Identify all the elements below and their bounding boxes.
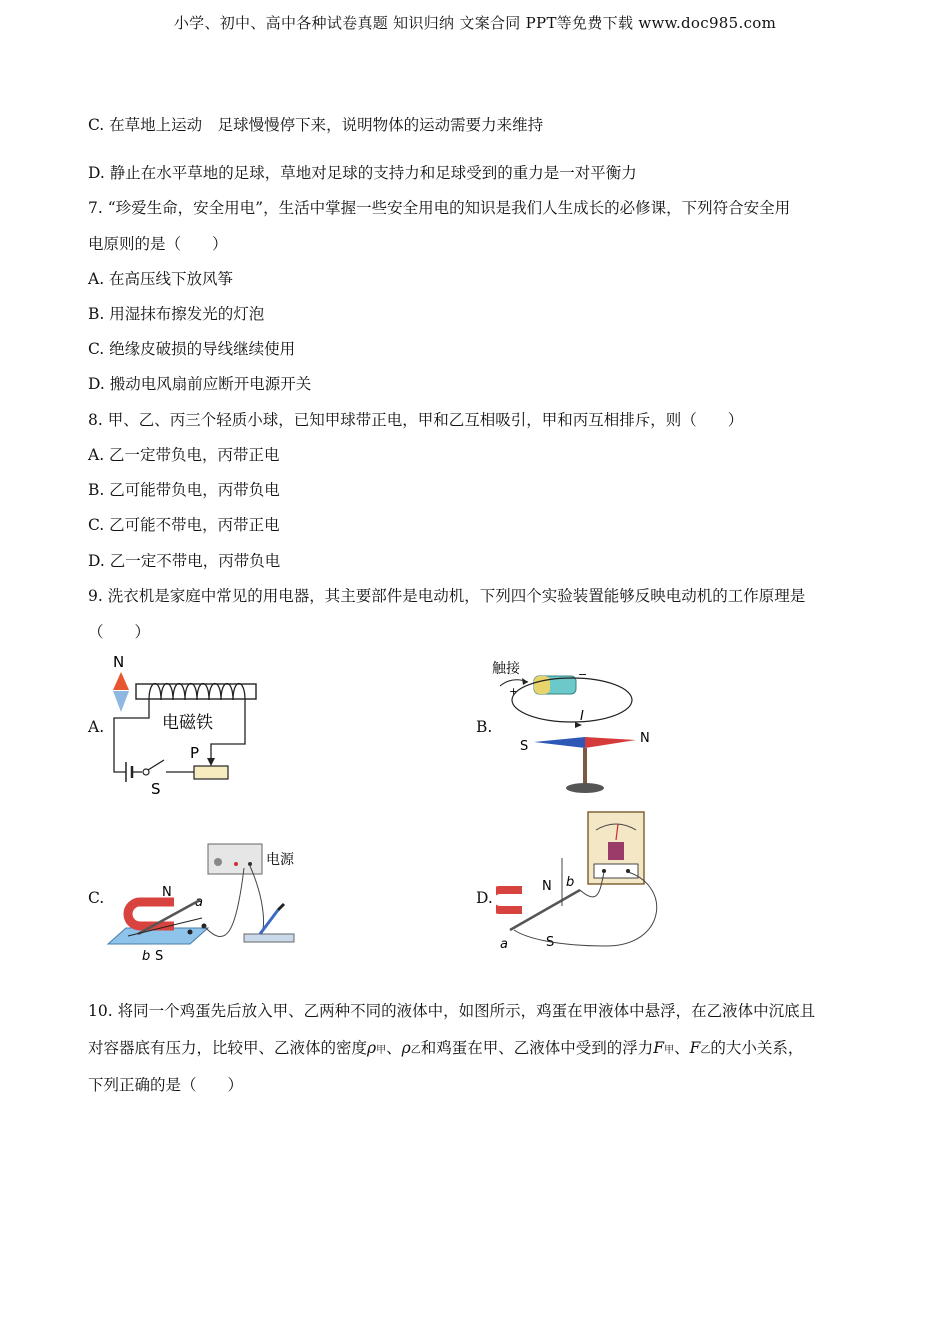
q9-option-a-label: A.: [88, 718, 105, 736]
figure-d-induction: [496, 806, 666, 958]
fig-d-n-label: N: [542, 879, 552, 894]
force-symbol: F: [653, 1039, 665, 1057]
fig-d-s-label: S: [546, 935, 555, 950]
page-header: 小学、初中、高中各种试卷真题 知识归纳 文案合同 PPT等免费下载 www.doc985.com: [173, 14, 777, 32]
fig-b-plus: +: [509, 685, 519, 698]
q10-stem-line2: 对容器底有压力，比较甲、乙液体的密度ρ甲、ρ乙和鸡蛋在甲、乙液体中受到的浮力F甲、F乙的大小关系，: [88, 1039, 804, 1057]
q9-option-b-label: B.: [476, 718, 493, 736]
fig-a-p-label: P: [190, 744, 200, 762]
q7-option-d: D. 搬动电风扇前应断开电源开关: [88, 375, 312, 393]
rho-symbol: ρ: [367, 1039, 377, 1057]
q6-option-c: C. 在草地上运动 足球慢慢停下来，说明物体的运动需要力来维持: [88, 116, 544, 134]
q7-stem-line2: 电原则的是（ ）: [88, 235, 228, 253]
q7-option-b: B. 用湿抹布擦发光的灯泡: [88, 305, 265, 323]
wire-right: [211, 700, 245, 764]
stand-base: [566, 783, 604, 793]
rho-symbol: ρ: [401, 1039, 411, 1057]
fig-a-s-label: S: [151, 780, 161, 798]
fig-b-current-label: I: [580, 709, 584, 724]
q7-stem-line1: 7. “珍爱生命，安全用电”，生活中掌握一些安全用电的知识是我们人生成长的必修课，下列符合安全用: [88, 199, 791, 217]
q9-stem-line2: （ ）: [88, 623, 151, 641]
q9-stem-line1: 9. 洗衣机是家庭中常见的用电器，其主要部件是电动机，下列四个实验装置能够反映电动机的工作原理是: [88, 587, 806, 605]
horseshoe-magnet-d: [496, 890, 522, 910]
fig-d-b-label: b: [566, 875, 575, 890]
q8-option-a: A. 乙一定带负电，丙带正电: [88, 446, 280, 464]
fig-b-n-label: N: [640, 731, 650, 746]
switch-lever: [148, 760, 164, 770]
needle-south-half: [534, 737, 585, 748]
compass-north-needle: [113, 672, 129, 690]
rheostat: [194, 766, 228, 779]
horseshoe-magnet: [128, 902, 174, 926]
fig-a-n-label: N: [113, 653, 125, 671]
q10-stem-line1: 10. 将同一个鸡蛋先后放入甲、乙两种不同的液体中，如图所示，鸡蛋在甲液体中悬浮，在乙液体中沉底且: [88, 1002, 816, 1020]
compass-south-needle: [113, 691, 129, 712]
q9-option-c-label: C.: [88, 889, 105, 907]
q10-stem-line3: 下列正确的是（ ）: [88, 1076, 244, 1094]
fig-c-a-label: a: [195, 895, 203, 910]
figure-c-motor: [104, 838, 304, 968]
q7-option-c: C. 绝缘皮破损的导线继续使用: [88, 340, 296, 358]
q8-option-c: C. 乙可能不带电，丙带正电: [88, 516, 280, 534]
fig-b-s-label: S: [520, 739, 529, 754]
fig-c-power-label: 电源: [266, 852, 294, 868]
fig-c-s-label: S: [155, 949, 164, 964]
q9-option-d-label: D.: [476, 889, 493, 907]
q8-stem: 8. 甲、乙、丙三个轻质小球，已知甲球带正电，甲和乙互相吸引，甲和丙互相排斥，则（ ）: [88, 411, 744, 429]
force-symbol: F: [689, 1039, 701, 1057]
switch-base: [244, 934, 294, 942]
fig-c-n-label: N: [162, 885, 172, 900]
fig-d-a-label: a: [500, 937, 508, 952]
figure-a-electromagnet: [104, 648, 264, 800]
q8-option-d: D. 乙一定不带电，丙带负电: [88, 552, 281, 570]
q8-option-b: B. 乙可能带负电，丙带负电: [88, 481, 280, 499]
fig-c-b-label: b: [142, 949, 151, 964]
fig-b-minus: −: [578, 668, 588, 681]
q6-option-d: D. 静止在水平草地的足球，草地对足球的支持力和足球受到的重力是一对平衡力: [88, 164, 637, 182]
slider-arrow: [207, 758, 215, 766]
fig-a-coil-label: 电磁铁: [162, 713, 213, 733]
lead-wire-1: [204, 868, 244, 937]
figure-b-oersted: [490, 652, 660, 800]
needle-north-half: [585, 737, 636, 748]
q7-option-a: A. 在高压线下放风筝: [88, 270, 234, 288]
fig-b-touch-label: 触接: [492, 661, 520, 677]
wire-left: [114, 700, 149, 772]
